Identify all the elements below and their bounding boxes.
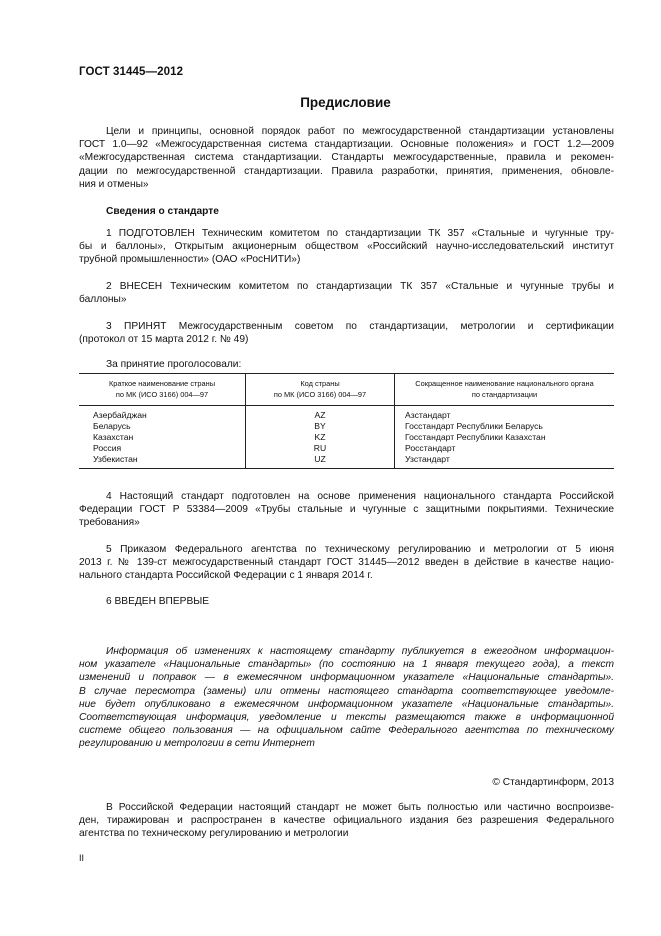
- notice-paragraph: [79, 645, 614, 751]
- text-line: Федерации ГОСТ Р 53384—2009 «Трубы стальные и чугунные с защитными покрытиями. Технические: [79, 504, 614, 516]
- item-4-paragraph: [79, 490, 614, 530]
- page-number: II: [79, 853, 85, 863]
- text-line: 4 Настоящий стандарт подготовлен на основе применения национального стандарта Российской: [106, 491, 614, 502]
- legal-paragraph: [79, 801, 614, 841]
- column-header-organ: [395, 374, 615, 406]
- item-6-paragraph: 6 ВВЕДЕН ВПЕРВЫЕ: [106, 596, 210, 607]
- table-header-row: [79, 374, 614, 406]
- header-line: по МК (ИСО 3166) 004—97: [115, 390, 209, 399]
- header-line: Краткое наименование страны: [108, 379, 216, 388]
- cell-country: Казахстан: [93, 432, 134, 442]
- table-row: [79, 443, 614, 454]
- text-line: системе общего пользования — на официальном сайте Федерального агентства по техническому: [79, 725, 614, 737]
- cell-code: UZ: [246, 454, 395, 469]
- table-row: [79, 406, 614, 422]
- header-line: по МК (ИСО 3166) 004—97: [273, 390, 367, 399]
- text-line: 3 ПРИНЯТ Межгосударственным советом по стандартизации, метрологии и сертификации: [106, 321, 614, 332]
- item-3-paragraph: [79, 320, 614, 346]
- header-line: Сокращенное наименование национального органа: [415, 379, 594, 388]
- text-line: В случае пересмотра (замены) или отмены настоящего стандарта соответствующее уведомле-: [79, 685, 614, 697]
- text-line: Цели и принципы, основной порядок работ по межгосударственной стандартизации установлены: [106, 126, 614, 137]
- header-line: по стандартизации: [471, 390, 538, 399]
- cell-country: Азербайджан: [93, 410, 147, 420]
- text-line: 1 ПОДГОТОВЛЕН Техническим комитетом по стандартизации ТК 357 «Стальные и чугунные тру-: [106, 228, 614, 239]
- text-line: ном указателе «Национальные стандарты» (по состоянию на 1 января текущего года), а текст: [79, 659, 614, 671]
- votes-table: [79, 373, 614, 469]
- text-line: дации по межгосударственной стандартизации. Правила разработки, принятия, применения, обновле-: [79, 165, 614, 177]
- table-row: [79, 421, 614, 432]
- text-line: Информация об изменениях к настоящему стандарту публикуется в ежегодном информацион-: [106, 646, 614, 657]
- text-line: нального стандарта Российской Федерации с 1 января 2014 г.: [79, 570, 373, 582]
- text-line: трубной промышленности» (ОАО «РосНИТИ»): [79, 254, 301, 266]
- text-line: ГОСТ 1.0—92 «Межгосударственная система стандартизации. Основные положения» и ГОСТ 1.2—2009: [79, 139, 614, 151]
- cell-country: Беларусь: [93, 421, 131, 431]
- cell-organ: Узстандарт: [395, 454, 615, 469]
- votes-label: За принятие проголосовали:: [106, 359, 242, 370]
- text-line: 2 ВНЕСЕН Техническим комитетом по стандартизации ТК 357 «Стальные и чугунные трубы и: [106, 281, 614, 292]
- text-line: регулированию и метрологии в сети Интернет: [79, 738, 315, 750]
- text-line: ния и отмены»: [79, 178, 149, 190]
- cell-country: Россия: [93, 443, 122, 453]
- table-row: [79, 432, 614, 443]
- column-header-code: [246, 374, 395, 406]
- cell-code: BY: [246, 421, 395, 432]
- text-line: ние будет опубликовано в ежемесячном информационном указателе «Национальные стандарты».: [79, 698, 614, 710]
- text-line: (протокол от 15 марта 2012 г. № 49): [79, 334, 249, 346]
- item-5-paragraph: [79, 543, 614, 583]
- text-line: 2013 г. № 139-ст межгосударственный стандарт ГОСТ 31445—2012 введен в действие в качестве нацио-: [79, 557, 614, 569]
- cell-code: KZ: [246, 432, 395, 443]
- cell-organ: Росстандарт: [395, 443, 615, 454]
- header-line: Код страны: [300, 379, 340, 388]
- text-line: требования»: [79, 517, 140, 529]
- cell-code: RU: [246, 443, 395, 454]
- item-2-paragraph: [79, 280, 614, 306]
- table-row: [79, 454, 614, 469]
- copyright: © Стандартинформ, 2013: [492, 777, 614, 788]
- text-line: ден, тиражирован и распространен в качестве официального издания без разрешения Федерального: [79, 815, 614, 827]
- cell-code: AZ: [246, 406, 395, 422]
- item-1-paragraph: [79, 227, 614, 267]
- text-line: агентства по техническому регулированию и метрологии: [79, 828, 349, 840]
- text-line: бы и баллоны», Открытым акционерным обществом «Российский научно-исследовательский институт: [79, 241, 614, 253]
- text-line: «Межгосударственная система стандартизации. Стандарты межгосударственные, правила и рекомен-: [79, 152, 614, 164]
- text-line: баллоны»: [79, 294, 127, 306]
- intro-paragraph: [79, 125, 614, 191]
- page-header-doc-code: ГОСТ 31445—2012: [79, 66, 184, 78]
- text-line: изменений и поправок — в ежемесячном информационном указателе «Национальные стандарты».: [79, 672, 614, 684]
- cell-organ: Госстандарт Республики Казахстан: [395, 432, 615, 443]
- text-line: В Российской Федерации настоящий стандарт не может быть полностью или частично воспроизве-: [106, 802, 614, 813]
- column-header-country: [79, 374, 246, 406]
- text-line: 5 Приказом Федерального агентства по техническому регулированию и метрологии от 5 июня: [106, 544, 614, 555]
- cell-country: Узбекистан: [79, 454, 246, 469]
- text-line: Соответствующая информация, уведомление и тексты размещаются также в информационной: [79, 712, 614, 724]
- cell-organ: Азстандарт: [395, 406, 615, 422]
- page-title: Предисловие: [300, 95, 391, 110]
- section-heading: Сведения о стандарте: [106, 206, 219, 217]
- cell-organ: Госстандарт Республики Беларусь: [395, 421, 615, 432]
